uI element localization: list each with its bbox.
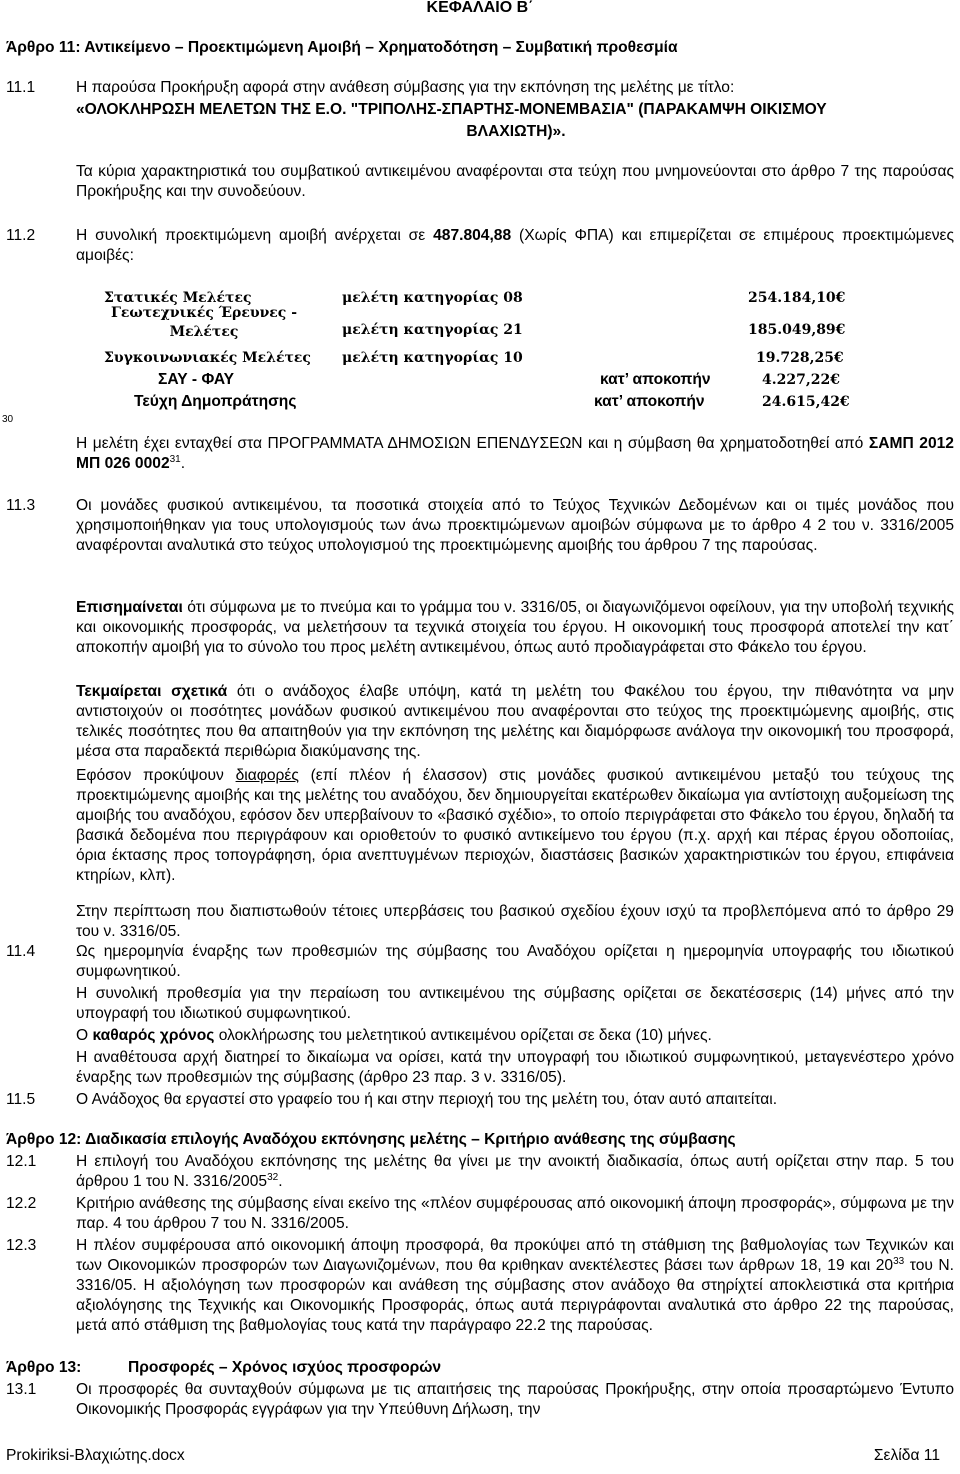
paragraph-11-1-intro: Η παρούσα Προκήρυξη αφορά στην ανάθεση σύμβασης για την εκπόνηση της μελέτης με τίτλο: [76, 79, 735, 96]
article-11-title: Άρθρο 11: Αντικείμενο – Προεκτιμώμενη Αμοιβή – Χρηματοδότηση – Συμβατική προθεσμία [6, 39, 678, 56]
differences-text: (επί πλέον ή έλασσον) στις μονάδες φυσικού αντικειμένου μεταξύ του τεύχους της προεκτιμώμενης αμοιβής και της μελέτης του αναδόχου, δεν δημιουργείται εκατέρωθεν δικαίωμα για αντίστοιχη αυξομείωση της αμοιβής του αναδόχου, εφόσον δεν υπερβαίνουν το «βασικό σχέδιο», το οποίο περιγράφεται στο Φάκελο του έργου, δηλαδή τα βασικά δεδομένα που περιγράφουν και οριοθετούν το φυσικό αντικείμενο του έργου (π.χ. αρχή και πέρας έργου οδοποιίας, όρια έκτασης προς τοπογράφηση, όρια ανεπτυγμένων περιοχών, διαστάσεις βασικών χαρακτηριστικών του έργου, επιφάνεια κτηρίων, κλπ). [76, 767, 954, 884]
paragraph-11-5: Ο Ανάδοχος θα εργαστεί στο γραφείο του ή και στην περιοχή του της μελέτη του, όταν αυτό απαιτείται. [76, 1091, 778, 1108]
section-number: 12.3 [6, 1237, 37, 1254]
study-title-line1: «ΟΛΟΚΛΗΡΩΣΗ ΜΕΛΕΤΩΝ ΤΗΣ Ε.Ο. "ΤΡΙΠΟΛΗΣ-ΣΠΑΡΤΗΣ-ΜΟΝΕΜΒΑΣΙΑ" (ΠΑΡΑΚΑΜΨΗ ΟΙΚΙΣΜΟΥ [76, 101, 827, 118]
differences-pre: Εφόσον προκύψουν [76, 767, 224, 784]
section-number: 13.1 [6, 1381, 37, 1398]
fee-row-amount: 254.184,10€ [748, 290, 846, 306]
paragraph-differences [76, 766, 954, 886]
fee-table [0, 284, 960, 414]
footnote-ref: 33 [893, 1255, 905, 1267]
net-time-bold: καθαρός χρόνος [92, 1027, 215, 1044]
chapter-title: ΚΕΦΑΛΑΙΟ Β΄ [426, 0, 534, 16]
paragraph-main-features: Τα κύρια χαρακτηριστικά του συμβατικού αντικειμένου αναφέρονται στα τεύχη που μνημονεύονται στο άρθρο 7 της παρούσας Προκήρυξης και την συνοδεύουν. [76, 163, 954, 200]
paragraph-12-3 [76, 1236, 954, 1336]
funding-text: Η μελέτη έχει ενταχθεί στα ΠΡΟΓΡΑΜΜΑΤΑ ΔΗΜΟΣΙΩΝ ΕΠΕΝΔΥΣΕΩΝ και η σύμβαση θα χρηματοδοτηθεί από [76, 435, 864, 452]
fee-row-category: κατ’ αποκοπήν [600, 371, 711, 388]
differences-underlined: διαφορές [235, 767, 299, 784]
fee-text-pre: Η συνολική προεκτιμώμενη αμοιβή ανέρχεται σε [76, 227, 426, 244]
paragraph-11-4-start: Ως ημερομηνία έναρξης των προθεσμιών της σύμβασης του Αναδόχου ορίζεται η ημερομηνία υπογραφής του ιδιωτικού συμφωνητικού. [76, 943, 954, 980]
paragraph-notice [76, 598, 954, 658]
presumption-text: ότι ο ανάδοχος έλαβε υπόψη, κατά τη μελέτη του Φακέλου του έργου, την πιθανότητα να μην αντιστοιχούν οι ποσότητες μονάδων φυσικού αντικειμένου που αναφέρονται στο τεύχος της προεκτιμώμενης αμοιβής, στις τελικές ποσότητες που θα απαιτηθούν για την εκπόνηση της μελέτης και διαμόρφωσε ανάλογα την οικονομική του προσφορά, μέσα στα παραδεκτά περιθώρια διακύμανσης της. [76, 683, 954, 760]
funding-end: . [180, 455, 186, 472]
article-13-label: Άρθρο 13: [6, 1359, 82, 1376]
footer-filename: Prokiriksi-Βλαχιώτης.docx [6, 1447, 185, 1464]
paragraph-11-4-right: Η αναθέτουσα αρχή διατηρεί το δικαίωμα να ορίσει, κατά την υπογραφή του ιδιωτικού συμφωνητικού, μεταγενέστερο χρόνο έναρξης των προθεσμιών της σύμβασης (άρθρο 23 παρ. 3 ν. 3316/05). [76, 1049, 954, 1086]
paragraph-11-3: Οι μονάδες φυσικού αντικειμένου, τα ποσοτικά στοιχεία από το Τεύχος Τεχνικών Δεδομένων και οι τιμές μονάδος που χρησιμοποιήθηκαν για τους υπολογισμούς των άνω προεκτιμώμενων αμοιβών σύμφωνα με το άρθρο 4 2 του ν. 3316/2005 αναφέρονται αναλυτικά στο τεύχος υπολογισμού της προεκτιμώμενης αμοιβής του άρθρου 7 της παρούσας. [76, 497, 954, 554]
section-number: 12.1 [6, 1153, 37, 1170]
p12-1-text: Η επιλογή του Αναδόχου εκπόνησης της μελέτης θα γίνει με την ανοικτή διαδικασία, όπως αυτή ορίζεται στην παρ. 5 του άρθρου 1 του Ν. 3316/2005 [76, 1153, 954, 1190]
section-number: 12.2 [6, 1195, 37, 1212]
fee-row-amount: 24.615,42€ [762, 394, 850, 410]
p12-3-rest: του Ν. 3316/05. Η αξιολόγηση των προσφορών και ανάθεση της σύμβασης στον ανάδοχο θα στηρίχτεί αποκλειστικά στα κριτήρια αξιολόγησης της Τεχνικής και Οικονομικής Προσφοράς, όπως αυτά περιγράφονται αναλυτικά στο άρθρο 22 της παρούσας, μετά από στάθμιση της βαθμολογίας τους κατά την παράγραφο 22.2 της παρούσας. [76, 1257, 954, 1334]
footer-page-number: Σελίδα 11 [873, 1447, 940, 1464]
fee-row-amount: 19.728,25€ [756, 350, 844, 366]
paragraph-13-1: Οι προσφορές θα συνταχθούν σύμφωνα με τις απαιτήσεις της παρούσας Προκήρυξης, στην οποία προσαρτώμενο Έντυπο Οικονομικής Προσφοράς εγγράφων για την Υπεύθυνη Δήλωση, την [76, 1381, 954, 1418]
footnote-ref: 31 [169, 453, 181, 465]
paragraph-exceedances: Στην περίπτωση που διαπιστωθούν τέτοιες υπερβάσεις του βασικού σχεδίου έχουν ισχύ τα προβλεπόμενα από το άρθρο 29 του ν. 3316/05. [76, 903, 954, 940]
paragraph-11-4-deadline: Η συνολική προθεσμία για την περαίωση του αντικειμένου της σύμβασης ορίζεται σε δεκατέσσερις (14) μήνες από την υπογραφή του ιδιωτικού συμφωνητικού. [76, 985, 954, 1022]
notice-bold: Επισημαίνεται [76, 599, 183, 616]
fee-row-category: μελέτη κατηγορίας 10 [342, 350, 523, 366]
fee-row-category: μελέτη κατηγορίας 08 [342, 290, 523, 306]
section-number: 11.3 [6, 497, 36, 514]
fee-row-amount: 4.227,22€ [762, 372, 840, 388]
notice-text: ότι σύμφωνα με το πνεύμα και το γράμμα του ν. 3316/05, οι διαγωνιζόμενοι οφείλουν, για την υποβολή τεχνικής και οικονομικής προσφοράς, να μελετήσουν τα τεχνικά στοιχεία του έργου. Η οικονομική τους προσφορά αποτελεί την κατ΄ αποκοπήν αμοιβή για το σύνολο του προς μελέτη αντικειμένου, όπως αυτό προδιαγράφεται στο Φάκελο του έργου. [76, 599, 954, 656]
fee-row-name: Συγκοινωνιακές Μελέτες [104, 350, 311, 366]
fee-text-post: (Χωρίς ΦΠΑ) και επιμερίζεται σε επιμέρους προεκτιμώμενες αμοιβές: [76, 227, 954, 264]
fee-row-amount: 185.049,89€ [748, 322, 846, 338]
funding-paragraph [76, 434, 954, 474]
paragraph-12-2: Κριτήριο ανάθεσης της σύμβασης είναι εκείνο της «πλέον συμφέρουσας από οικονομική άποψη προσφοράς», σύμφωνα με την παρ. 4 του άρθρου 7 του Ν. 3316/2005. [76, 1195, 954, 1232]
margin-line-number: 30 [2, 414, 14, 425]
presumption-bold: Τεκμαίρεται σχετικά [76, 683, 228, 700]
paragraph-12-1 [76, 1152, 954, 1192]
fee-row-category: κατ’ αποκοπήν [594, 393, 705, 410]
p12-3-pre: Η πλέον συμφέρουσα από οικονομική άποψη προσφορά, θα προκύψει από τη στάθμιση της βαθμολογίας των Τεχνικών και των Οικονομικών προσφορών των Διαγωνιζομένων, που θα κριθηκαν ανεκτέλεστες βάσει των άρθρων 18, 19 και 20 [76, 1237, 954, 1274]
net-time-text: ολοκλήρωσης του μελετητικού αντικειμένου ορίζεται σε δεκα (10) μήνες. [218, 1027, 712, 1044]
study-title-line2: ΒΛΑΧΙΩΤΗ)». [466, 123, 566, 140]
section-number: 11.2 [6, 227, 36, 244]
section-number: 11.1 [6, 79, 36, 96]
fee-row-name: ΣΑΥ - ΦΑΥ [158, 371, 235, 388]
fee-row-category: μελέτη κατηγορίας 21 [342, 322, 523, 338]
paragraph-presumption [76, 682, 954, 762]
footnote-ref: 32 [267, 1171, 279, 1183]
funding-code: ΣΑΜΠ 2012 ΜΠ 026 0002 [76, 435, 954, 472]
fee-row-name: Τεύχη Δημοπράτησης [134, 393, 297, 410]
total-fee-amount: 487.804,88 [433, 227, 512, 244]
fee-row-name: Γεωτεχνικές Έρευνες - Μελέτες [110, 305, 298, 340]
fee-row-name: Στατικές Μελέτες [104, 290, 252, 306]
article-13-title: Προσφορές – Χρόνος ισχύος προσφορών [128, 1359, 442, 1376]
article-12-title: Άρθρο 12: Διαδικασία επιλογής Αναδόχου εκπόνησης μελέτης – Κριτήριο ανάθεσης της σύμβασης [6, 1131, 736, 1148]
paragraph-11-4-net-time [76, 1026, 954, 1046]
section-number: 11.4 [6, 943, 36, 960]
p12-1-end: . [278, 1173, 283, 1190]
net-time-pre: Ο [76, 1027, 89, 1044]
section-number: 11.5 [6, 1091, 36, 1108]
paragraph-11-2 [76, 226, 954, 266]
